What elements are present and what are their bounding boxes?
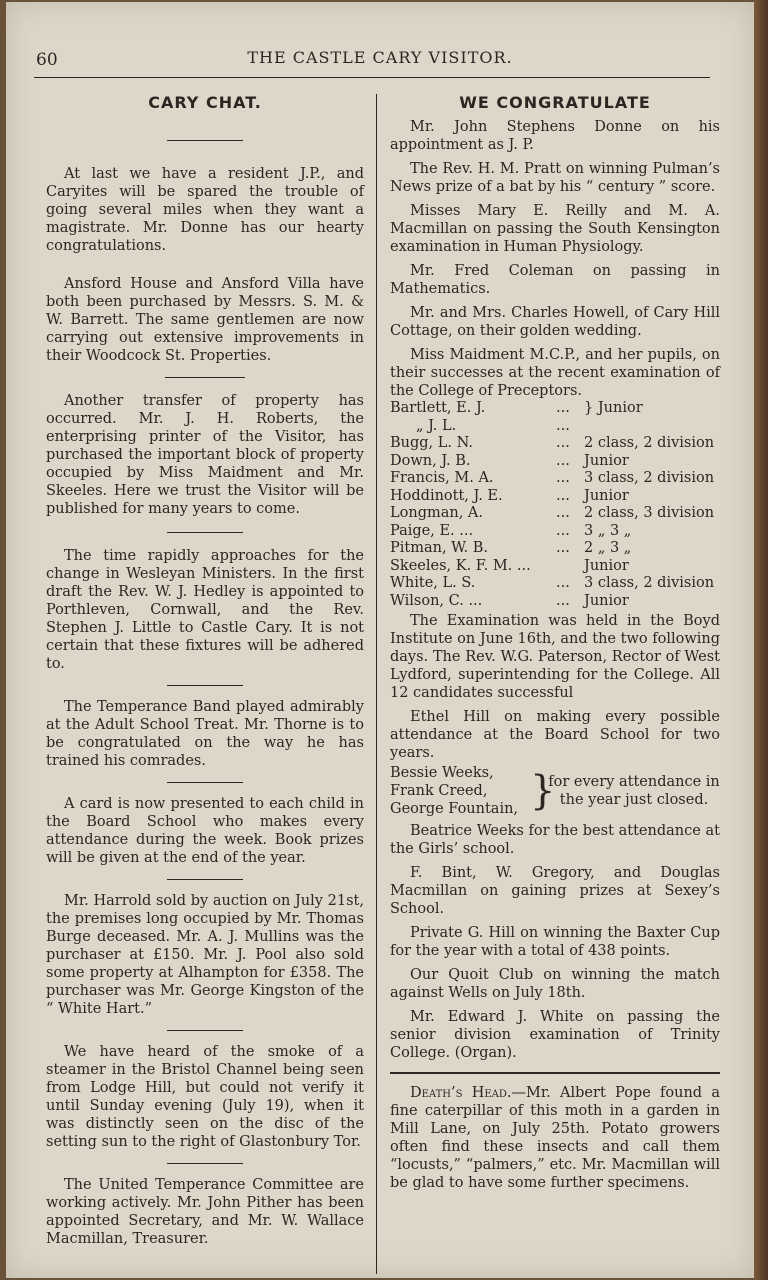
pupil-result: 2 class, 2 division bbox=[584, 435, 715, 451]
attendee-name: George Fountain, bbox=[390, 801, 519, 817]
pupil-result: Junior bbox=[584, 487, 629, 504]
page-number: 60 bbox=[36, 50, 58, 70]
column-divider bbox=[376, 94, 377, 1274]
pupil-result: 3 „ 3 „ bbox=[584, 522, 632, 539]
pupil-result: 3 class, 2 division bbox=[584, 575, 715, 591]
pupil-name: Hoddinott, J. E. bbox=[390, 487, 503, 504]
pupil-name: Francis, M. A. bbox=[390, 470, 494, 486]
leader-dots: ... bbox=[556, 592, 570, 609]
leader-dots: ... bbox=[556, 505, 570, 521]
congrat-item: Private G. Hill on winning the Baxter Cup for the year with a total of 438 points. bbox=[390, 925, 720, 959]
book-page bbox=[6, 2, 754, 1278]
table-row bbox=[390, 453, 720, 471]
pupil-name: Bugg, L. N. bbox=[390, 435, 473, 451]
pupil-result: Junior bbox=[584, 557, 629, 574]
congrat-item: Mr. Edward J. White on passing the senior division examination of Trinity College. (Organ). bbox=[390, 1009, 720, 1061]
pupil-name: Wilson, C. ... bbox=[390, 592, 483, 609]
pupil-name: Paige, E. ... bbox=[390, 522, 474, 539]
congrat-item: Mr. Fred Coleman on passing in Mathematics. bbox=[390, 263, 720, 297]
pupil-result: 2 „ 3 „ bbox=[584, 540, 632, 556]
pupil-name: Pitman, W. B. bbox=[390, 540, 489, 556]
table-row bbox=[390, 505, 720, 523]
leader-dots: ... bbox=[556, 400, 570, 416]
table-row bbox=[390, 558, 720, 576]
congratulate-column bbox=[390, 94, 720, 1198]
congrat-item: Ethel Hill on making every possible attendance at the Board School for two years. bbox=[390, 709, 720, 761]
chat-paragraph: We have heard of the smoke of a steamer in the Bristol Channel being seen from Lodge Hill, but could not verify it until Sunday evening (July 19), when it was distinctly seen on the disc of the setting sun to the right of Glastonbury Tor. bbox=[46, 1044, 364, 1150]
leader-dots: ... bbox=[556, 417, 570, 434]
pupil-result: Junior bbox=[584, 452, 629, 469]
attendance-note: for every attendance in the year just closed. bbox=[548, 774, 720, 808]
attendance-names bbox=[390, 764, 530, 818]
chat-paragraph: The Temperance Band played admirably at the Adult School Treat. Mr. Thorne is to be congratulated on the way he has trained his comrades. bbox=[46, 699, 364, 769]
chat-paragraph: The United Temperance Committee are working actively. Mr. John Pither has been appointed Secretary, and Mr. W. Wallace Macmillan, Treasurer. bbox=[46, 1177, 364, 1247]
congrat-item: Beatrice Weeks for the best attendance at the Girls’ school. bbox=[390, 823, 720, 857]
congrat-item: Mr. and Mrs. Charles Howell, of Cary Hill Cottage, on their golden wedding. bbox=[390, 305, 720, 339]
table-row bbox=[390, 400, 720, 418]
leader-dots: ... bbox=[556, 487, 570, 504]
table-row bbox=[390, 470, 720, 488]
deaths-head-text: —Mr. Albert Pope found a fine caterpillar of this moth in a garden in Mill Lane, on July 25th. Potato growers often find these insects and call them “locusts,” “palmers,” etc. Mr. Macmillan will be glad to have some further specimens. bbox=[390, 1085, 720, 1191]
table-row bbox=[390, 418, 720, 436]
chat-paragraph: A card is now presented to each child in the Board School who makes every attendance during the week. Book prizes will be given at the end of the year. bbox=[46, 796, 364, 866]
section-divider bbox=[390, 1072, 720, 1074]
pupil-name: Down, J. B. bbox=[390, 452, 471, 469]
pupil-result: 2 class, 3 division bbox=[584, 505, 715, 521]
leader-dots: ... bbox=[556, 470, 570, 486]
pupil-result: 3 class, 2 division bbox=[584, 470, 715, 486]
congrat-item: Miss Maidment M.C.P., and her pupils, on their successes at the recent examination of the College of Preceptors. bbox=[390, 347, 720, 399]
book-edge bbox=[754, 0, 768, 1280]
pupil-name: Longman, A. bbox=[390, 505, 484, 521]
header-rule bbox=[34, 77, 710, 78]
cary-chat-heading: CARY CHAT. bbox=[148, 93, 262, 112]
leader-dots: ... bbox=[556, 540, 570, 556]
running-header bbox=[6, 42, 754, 72]
leader-dots: ... bbox=[556, 435, 570, 451]
congrat-item: Misses Mary E. Reilly and M. A. Macmillan on passing the South Kensington examination in Human Physiology. bbox=[390, 203, 720, 255]
pupil-result bbox=[584, 418, 720, 436]
pupil-result: } Junior bbox=[584, 400, 643, 416]
pupil-name: White, L. S. bbox=[390, 575, 476, 591]
cary-chat-column bbox=[46, 94, 364, 1248]
table-row bbox=[390, 540, 720, 558]
pupil-name: „ J. L. bbox=[416, 417, 457, 434]
publication-title: THE CASTLE CARY VISITOR. bbox=[247, 48, 513, 67]
attendee-name: Bessie Weeks, bbox=[390, 765, 494, 781]
chat-paragraph: Ansford House and Ansford Villa have both been purchased by Messrs. S. M. & W. Barrett. The same gentlemen are now carrying out extensive improvements in their Woodcock St. Properties. bbox=[46, 276, 364, 364]
we-congratulate-heading: WE CONGRATULATE bbox=[459, 93, 651, 112]
table-row bbox=[390, 523, 720, 541]
table-row bbox=[390, 435, 720, 453]
table-row bbox=[390, 575, 720, 593]
table-row bbox=[390, 593, 720, 611]
pupil-result: Junior bbox=[584, 592, 629, 609]
chat-paragraph: The time rapidly approaches for the change in Wesleyan Ministers. In the first draft the Rev. W. J. Hedley is appointed to Porthleven, Cornwall, and the Rev. Stephen J. Little to Castle Cary. It is not certain that these fixtures will be adhered to. bbox=[46, 548, 364, 672]
leader-dots: ... bbox=[556, 575, 570, 591]
leader-dots: ... bbox=[556, 452, 570, 469]
exam-results-table bbox=[390, 400, 720, 610]
congrat-item: Our Quoit Club on winning the match against Wells on July 18th. bbox=[390, 967, 720, 1001]
deaths-head-note bbox=[390, 1084, 720, 1192]
exam-note: The Examination was held in the Boyd Institute on June 16th, and the two following days. The Rev. W.G. Paterson, Rector of West Lydford, superintending for the College. All 12 candidates successful bbox=[390, 613, 720, 701]
table-row bbox=[390, 488, 720, 506]
chat-paragraph: Another transfer of property has occurred. Mr. J. H. Roberts, the enterprising printer of the Visitor, has purchased the important block of property occupied by Miss Maidment and Mr. Skeeles. Here we trust the Visitor will be published for many years to come. bbox=[46, 393, 364, 517]
leader-dots: ... bbox=[556, 522, 570, 539]
brace-glyph: } bbox=[530, 768, 556, 814]
congrat-item: F. Bint, W. Gregory, and Douglas Macmillan on gaining prizes at Sexey’s School. bbox=[390, 865, 720, 917]
chat-paragraph: At last we have a resident J.P., and Caryites will be spared the trouble of going several miles when they want a magistrate. Mr. Donne has our hearty congratulations. bbox=[46, 166, 364, 254]
chat-paragraph: Mr. Harrold sold by auction on July 21st, the premises long occupied by Mr. Thomas Burge deceased. Mr. A. J. Mullins was the purchaser at £150. Mr. J. Pool also sold some property at Alhampton for £358. The purchaser was Mr. George Kingston of the “ White Hart.” bbox=[46, 893, 364, 1017]
pupil-name: Bartlett, E. J. bbox=[390, 400, 486, 416]
attendee-name: Frank Creed, bbox=[390, 783, 488, 799]
congrat-item: The Rev. H. M. Pratt on winning Pulman’s News prize of a bat by his “ century ” score. bbox=[390, 161, 720, 195]
congrat-item: Mr. John Stephens Donne on his appointment as J. P. bbox=[390, 119, 720, 153]
attendance-group bbox=[390, 764, 720, 818]
pupil-name: Skeeles, K. F. M. ... bbox=[390, 557, 531, 574]
deaths-head-title: Death’s Head. bbox=[410, 1085, 512, 1101]
